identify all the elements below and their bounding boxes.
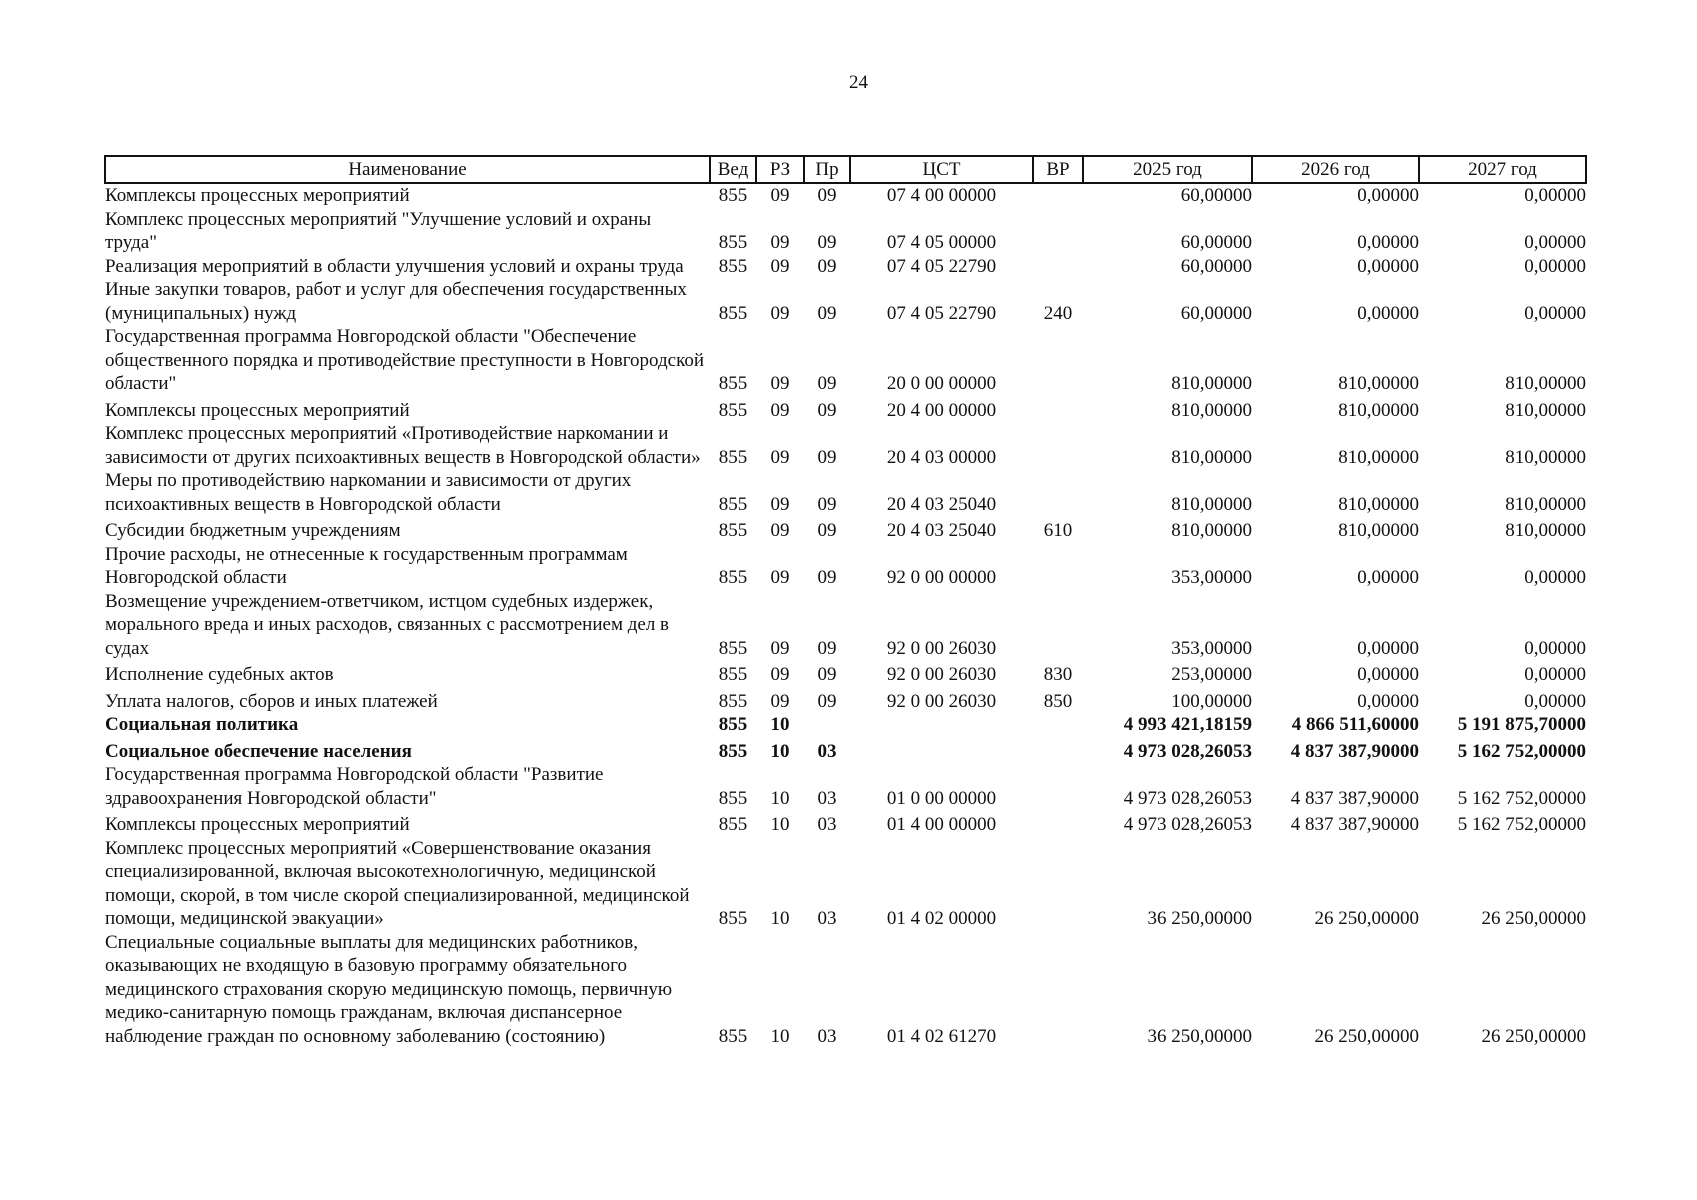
row-2027: 5 191 875,70000	[1457, 714, 1586, 735]
row-2027: 810,00000	[1505, 520, 1586, 541]
row-2026: 810,00000	[1338, 446, 1419, 468]
row-2026: 4 866 511,60000	[1291, 714, 1419, 735]
row-cst: 20 4 03 00000	[886, 446, 997, 468]
row-2025: 810,00000	[1171, 493, 1252, 515]
row-2026: 810,00000	[1338, 399, 1419, 421]
row-pr: 09	[817, 493, 837, 515]
row-vr	[1033, 590, 1083, 661]
row-2027: 5 162 752,00000	[1457, 787, 1586, 809]
row-rz: 09	[770, 399, 790, 421]
row-2026: 0,00000	[1357, 567, 1419, 588]
table-row	[105, 931, 1586, 1049]
row-vr	[1033, 763, 1083, 810]
row-2025: 36 250,00000	[1147, 1025, 1252, 1047]
row-pr: 09	[817, 637, 837, 659]
row-2025: 4 973 028,26053	[1123, 787, 1252, 809]
row-rz: 09	[770, 446, 790, 468]
row-2027: 0,00000	[1524, 664, 1586, 685]
row-name: Реализация мероприятий в области улучшения условий и охраны труда	[105, 255, 684, 277]
row-2026: 0,00000	[1357, 255, 1419, 277]
row-name: Прочие расходы, не отнесенные к государственным программам Новгородской области	[105, 543, 628, 588]
row-2027: 0,00000	[1524, 232, 1586, 253]
table-row	[105, 208, 1586, 255]
table-row	[105, 278, 1586, 325]
row-ved: 855	[718, 664, 748, 685]
row-name: Комплексы процессных мероприятий	[105, 399, 410, 421]
row-2025: 810,00000	[1171, 399, 1252, 421]
row-name: Исполнение судебных актов	[105, 664, 334, 685]
row-cst: 92 0 00 26030	[886, 664, 997, 685]
row-2027: 0,00000	[1524, 302, 1586, 324]
table-row	[105, 325, 1586, 396]
table-row	[105, 543, 1586, 590]
row-rz: 10	[770, 1025, 790, 1047]
row-cst: 07 4 05 00000	[886, 232, 997, 253]
row-2025: 60,00000	[1180, 185, 1252, 206]
row-pr: 09	[817, 567, 837, 588]
row-pr: 03	[817, 787, 837, 809]
row-2026: 0,00000	[1357, 302, 1419, 324]
row-rz: 09	[770, 255, 790, 277]
row-2027: 810,00000	[1505, 446, 1586, 468]
row-name: Социальное обеспечение населения	[105, 740, 412, 762]
row-2027: 5 162 752,00000	[1457, 814, 1586, 835]
table-row	[105, 183, 1586, 208]
row-vr	[1033, 543, 1083, 590]
row-cst: 07 4 00 00000	[886, 185, 997, 206]
row-cst: 92 0 00 26030	[886, 637, 997, 659]
row-2025: 810,00000	[1171, 446, 1252, 468]
row-cst	[850, 737, 1033, 764]
row-pr: 03	[817, 1025, 837, 1047]
row-cst	[850, 713, 1033, 737]
row-cst: 01 0 00 00000	[886, 787, 997, 809]
table-row	[105, 255, 1586, 279]
row-name: Комплексы процессных мероприятий	[105, 814, 410, 835]
row-2027: 810,00000	[1505, 373, 1586, 394]
row-2027: 0,00000	[1524, 255, 1586, 277]
row-ved: 855	[718, 814, 748, 835]
row-rz: 09	[770, 493, 790, 515]
row-2026: 0,00000	[1357, 664, 1419, 685]
row-ved: 855	[718, 399, 748, 421]
row-2026: 810,00000	[1338, 373, 1419, 394]
row-pr	[804, 713, 850, 737]
row-vr: 240	[1043, 302, 1073, 324]
row-cst: 07 4 05 22790	[886, 302, 997, 324]
row-rz: 09	[770, 690, 790, 712]
row-name: Специальные социальные выплаты для медицинских работников, оказывающих не входящую в базовую программу обязательного медицинского страхования скорую медицинскую помощь, первичную медико-санитарную помощь гражданам, включая диспансерное наблюдение граждан по основному заболеванию (состоянию)	[105, 931, 673, 1047]
row-2026: 0,00000	[1357, 637, 1419, 659]
row-ved: 855	[718, 520, 748, 541]
row-ved: 855	[718, 714, 748, 735]
row-ved: 855	[718, 787, 748, 809]
row-vr: 850	[1043, 690, 1073, 712]
row-cst: 20 4 00 00000	[886, 399, 997, 421]
row-vr	[1033, 737, 1083, 764]
row-2027: 810,00000	[1505, 399, 1586, 421]
row-vr	[1033, 931, 1083, 1049]
row-pr: 09	[817, 664, 837, 685]
row-2026: 0,00000	[1357, 185, 1419, 206]
row-vr: 830	[1043, 664, 1073, 685]
row-2027: 0,00000	[1524, 637, 1586, 659]
row-ved: 855	[718, 567, 748, 588]
page-number: 24	[849, 72, 868, 93]
row-cst: 92 0 00 26030	[886, 690, 997, 712]
header-pr: Пр	[804, 156, 850, 183]
row-ved: 855	[718, 446, 748, 468]
row-ved: 855	[718, 302, 748, 324]
row-ved: 855	[718, 373, 748, 394]
header-2027: 2027 год	[1419, 156, 1586, 183]
table-row	[105, 590, 1586, 661]
table-header-row	[105, 156, 1586, 183]
row-2025: 810,00000	[1171, 520, 1252, 541]
row-name: Меры по противодействию наркомании и зависимости от других психоактивных веществ в Новгородской области	[105, 470, 632, 515]
row-name: Комплекс процессных мероприятий «Совершенствование оказания специализированной, включая высокотехнологичную, медицинской помощи, скорой, в том числе скорой специализированной, медицинской помощи, медицинской эвакуации»	[105, 837, 690, 929]
header-ved: Вед	[710, 156, 756, 183]
row-cst: 92 0 00 00000	[886, 567, 997, 588]
row-2026: 0,00000	[1357, 232, 1419, 253]
row-ved: 855	[718, 232, 748, 253]
header-name: Наименование	[105, 156, 710, 183]
row-ved: 855	[718, 690, 748, 712]
row-ved: 855	[718, 185, 748, 206]
row-pr: 09	[817, 185, 837, 206]
row-vr	[1033, 396, 1083, 423]
header-vr: ВР	[1033, 156, 1083, 183]
row-2025: 60,00000	[1180, 302, 1252, 324]
row-vr	[1033, 713, 1083, 737]
row-name: Субсидии бюджетным учреждениям	[105, 520, 401, 541]
row-name: Возмещение учреждением-ответчиком, истцом судебных издержек, морального вреда и иных расходов, связанных с рассмотрением дел в судах	[105, 590, 670, 659]
row-rz: 09	[770, 637, 790, 659]
row-2026: 4 837 387,90000	[1290, 740, 1419, 762]
row-2025: 353,00000	[1171, 637, 1252, 659]
row-name: Государственная программа Новгородской области "Обеспечение общественного порядка и противодействие преступности в Новгородской области"	[105, 326, 705, 394]
row-ved: 855	[718, 255, 748, 277]
row-2025: 60,00000	[1180, 232, 1252, 253]
row-2026: 810,00000	[1338, 493, 1419, 515]
row-2025: 810,00000	[1171, 373, 1252, 394]
table-row	[105, 660, 1586, 687]
row-rz: 10	[770, 740, 790, 762]
row-rz: 09	[770, 185, 790, 206]
row-2025: 4 973 028,26053	[1123, 814, 1252, 835]
row-2026: 810,00000	[1338, 520, 1419, 541]
row-vr	[1033, 422, 1083, 469]
row-rz: 10	[770, 714, 790, 735]
row-ved: 855	[718, 740, 748, 762]
row-name: Уплата налогов, сборов и иных платежей	[105, 690, 438, 712]
row-2026: 4 837 387,90000	[1290, 814, 1419, 835]
row-vr	[1033, 208, 1083, 255]
row-2027: 5 162 752,00000	[1457, 740, 1586, 762]
row-2027: 0,00000	[1524, 185, 1586, 206]
table-row	[105, 396, 1586, 423]
budget-table	[104, 155, 1587, 1048]
row-2025: 100,00000	[1171, 690, 1252, 712]
row-ved: 855	[718, 1025, 748, 1047]
row-2027: 0,00000	[1524, 567, 1586, 588]
row-2026: 0,00000	[1357, 690, 1419, 712]
row-pr: 09	[817, 232, 837, 253]
row-pr: 09	[817, 520, 837, 541]
row-pr: 03	[817, 740, 837, 762]
row-cst: 20 4 03 25040	[886, 520, 997, 541]
row-2025: 253,00000	[1171, 664, 1252, 685]
row-2026: 4 837 387,90000	[1290, 787, 1419, 809]
row-rz: 09	[770, 373, 790, 394]
row-vr	[1033, 325, 1083, 396]
row-rz: 09	[770, 232, 790, 253]
table-row	[105, 737, 1586, 764]
row-cst: 07 4 05 22790	[886, 255, 997, 277]
row-name: Комплекс процессных мероприятий «Противодействие наркомании и зависимости от других психоактивных веществ в Новгородской области»	[105, 423, 701, 468]
row-rz: 09	[770, 302, 790, 324]
row-cst: 20 4 03 25040	[886, 493, 997, 515]
row-2027: 0,00000	[1524, 690, 1586, 712]
table-row	[105, 687, 1586, 714]
row-cst: 01 4 00 00000	[886, 814, 997, 835]
row-rz: 09	[770, 664, 790, 685]
row-vr	[1033, 255, 1083, 279]
row-vr	[1033, 183, 1083, 208]
row-2026: 26 250,00000	[1314, 908, 1419, 929]
row-2027: 810,00000	[1505, 493, 1586, 515]
row-name: Комплекс процессных мероприятий "Улучшение условий и охраны труда"	[105, 208, 652, 253]
row-rz: 10	[770, 908, 790, 929]
row-cst: 01 4 02 61270	[886, 1025, 997, 1047]
row-2026: 26 250,00000	[1314, 1025, 1419, 1047]
row-ved: 855	[718, 493, 748, 515]
row-rz: 09	[770, 567, 790, 588]
row-2025: 60,00000	[1180, 255, 1252, 277]
row-2025: 353,00000	[1171, 567, 1252, 588]
row-2027: 26 250,00000	[1481, 1025, 1586, 1047]
header-rz: РЗ	[756, 156, 804, 183]
table-row	[105, 516, 1586, 543]
row-2025: 4 993 421,18159	[1123, 714, 1252, 735]
row-pr: 09	[817, 690, 837, 712]
row-rz: 09	[770, 520, 790, 541]
row-pr: 09	[817, 446, 837, 468]
row-pr: 09	[817, 373, 837, 394]
row-cst: 20 0 00 00000	[886, 373, 997, 394]
row-pr: 09	[817, 255, 837, 277]
row-vr	[1033, 810, 1083, 837]
table-row	[105, 469, 1586, 516]
table-row	[105, 763, 1586, 810]
row-name: Государственная программа Новгородской области "Развитие здравоохранения Новгородской области"	[105, 764, 604, 809]
header-cst: ЦСТ	[850, 156, 1033, 183]
row-pr: 09	[817, 302, 837, 324]
row-2025: 4 973 028,26053	[1123, 740, 1252, 762]
row-2027: 26 250,00000	[1481, 908, 1586, 929]
table-row	[105, 713, 1586, 737]
row-pr: 09	[817, 399, 837, 421]
row-vr: 610	[1043, 520, 1073, 541]
header-2025: 2025 год	[1083, 156, 1252, 183]
row-vr	[1033, 469, 1083, 516]
row-pr: 03	[817, 814, 837, 835]
table-row	[105, 422, 1586, 469]
row-pr: 03	[817, 908, 837, 929]
table-row	[105, 837, 1586, 931]
row-vr	[1033, 837, 1083, 931]
row-2025: 36 250,00000	[1147, 908, 1252, 929]
row-ved: 855	[718, 637, 748, 659]
row-name: Комплексы процессных мероприятий	[105, 185, 410, 206]
row-rz: 10	[770, 787, 790, 809]
row-name: Иные закупки товаров, работ и услуг для обеспечения государственных (муниципальных) нужд	[105, 279, 687, 324]
table-row	[105, 810, 1586, 837]
row-cst: 01 4 02 00000	[886, 908, 997, 929]
row-rz: 10	[770, 814, 790, 835]
row-name: Социальная политика	[105, 714, 299, 735]
header-2026: 2026 год	[1252, 156, 1419, 183]
row-ved: 855	[718, 908, 748, 929]
